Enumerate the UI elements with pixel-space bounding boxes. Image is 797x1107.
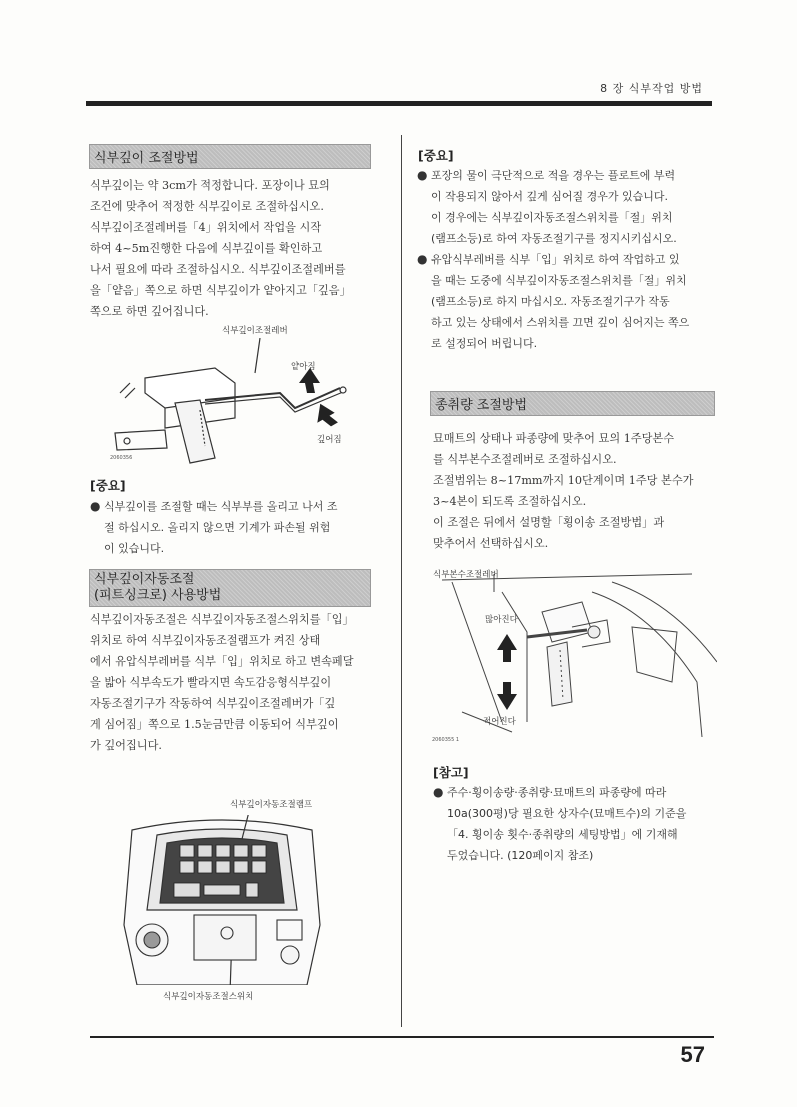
fig3-less-label: 적어진다 xyxy=(483,717,516,727)
right-important-label: [중요] xyxy=(418,148,454,163)
fig2-lamp-label: 식부깊이자동조절램프 xyxy=(230,800,313,810)
depth-paragraph: 식부깊이는 약 3cm가 적정합니다. 포장이나 묘의 조건에 맞추어 적정한 식부깊이로 조절하십시오. 식부깊이조절레버를「4」위치에서 작업을 시작 하여 4~5m진행한 다음에 식부깊이를 확인하고 나서 필요에 따라 조절하십시오. 식부깊이조절레버를 을「얕음」쪽으로 하면 식부깊이가 얕아지고「깊음」 쪽으로 하면 깊어집니다. xyxy=(90,179,351,318)
header-rule xyxy=(86,101,712,106)
section-title-auto-depth: 식부깊이자동조절 (피트싱크로) 사용방법 xyxy=(89,569,371,607)
fig1-code: 2060356 xyxy=(110,455,133,461)
section-title-seedling-amount: 종취량 조절방법 xyxy=(430,391,715,416)
fig3-lever-label: 식부본수조절레버 xyxy=(433,570,499,580)
fig1-lever-label: 식부깊이조절레버 xyxy=(222,326,288,336)
reference-note xyxy=(433,782,733,866)
right-important-note xyxy=(417,165,729,354)
fig1-shallow-label: 얕아짐 xyxy=(291,362,316,372)
fig3-more-label: 많아진다 xyxy=(485,615,518,625)
section-title-depth: 식부깊이 조절방법 xyxy=(89,144,371,169)
auto-depth-paragraph: 식부깊이자동조절은 식부깊이자동조절스위치를「입」 위치로 하여 식부깊이자동조절램프가 켜진 상태 에서 유압식부레버를 식부「입」위치로 하고 변속페달 을 밟아 식부속도가 빨라지면 속도감응형식부깊이 자동조절기구가 작동하여 식부깊이조절레버가「깊 게 심어짐」쪽으로 1.5눈금만큼 이동되어 식부깊이 가 깊어집니다. xyxy=(90,613,354,752)
seedling-amount-paragraph: 묘매트의 상태나 파종량에 맞추어 묘의 1주당본수 를 식부본수조절레버로 조절하십시오. 조절범위는 8~17mm까지 10단계이며 1주당 본수가 3~4본이 되도록 조절하십시오. 이 조절은 뒤에서 설명할「횡이송 조절방법」과 맞추어서 선택하십시오. xyxy=(433,432,694,550)
important-item: ● 포장의 물이 극단적으로 적을 경우는 플로트에 부력 이 작용되지 않아서 깊게 심어질 경우가 있습니다. 이 경우에는 식부깊이자동조절스위치를「절」위치 (램프소등)로 하여 자동조절기구를 정지시키십시오. xyxy=(417,165,729,249)
reference-label: [참고] xyxy=(433,765,469,780)
left-important-note xyxy=(90,496,390,559)
reference-item: ● 주수·횡이송량·종취량·묘매트의 파종량에 따라 10a(300평)당 필요한 상자수(묘매트수)의 기준을 「4. 횡이송 횟수·종취량의 세팅방법」에 기재해 두었습니다. (120페이지 참조) xyxy=(433,782,733,866)
fig1-deep-label: 깊어짐 xyxy=(317,435,342,445)
important-item: ● 식부깊이를 조절할 때는 식부부를 올리고 나서 조 절 하십시오. 올리지 않으면 기계가 파손될 위험 이 있습니다. xyxy=(90,496,390,559)
important-item: ● 유압식부레버를 식부「입」위치로 하여 작업하고 있 을 때는 도중에 식부깊이자동조절스위치를「절」위치 (램프소등)로 하지 마십시오. 자동조절기구가 작동 하고 있는 상태에서 스위치를 끄면 깊이 심어지는 쪽으 로 설정되어 버립니다. xyxy=(417,249,729,354)
footer-rule xyxy=(90,1036,714,1038)
fig3-code: 2060355 1 xyxy=(432,737,460,743)
chapter-header: 8 장 식부작업 방법 xyxy=(600,82,703,95)
column-divider xyxy=(401,135,402,1027)
dashboard-illustration xyxy=(112,815,332,985)
page-number: 57 xyxy=(680,1042,705,1067)
seedling-lever-illustration xyxy=(432,572,717,737)
fig2-switch-label: 식부깊이자동조절스위치 xyxy=(163,992,254,1002)
left-important-label: [중요] xyxy=(90,478,126,493)
depth-lever-illustration xyxy=(105,338,365,468)
